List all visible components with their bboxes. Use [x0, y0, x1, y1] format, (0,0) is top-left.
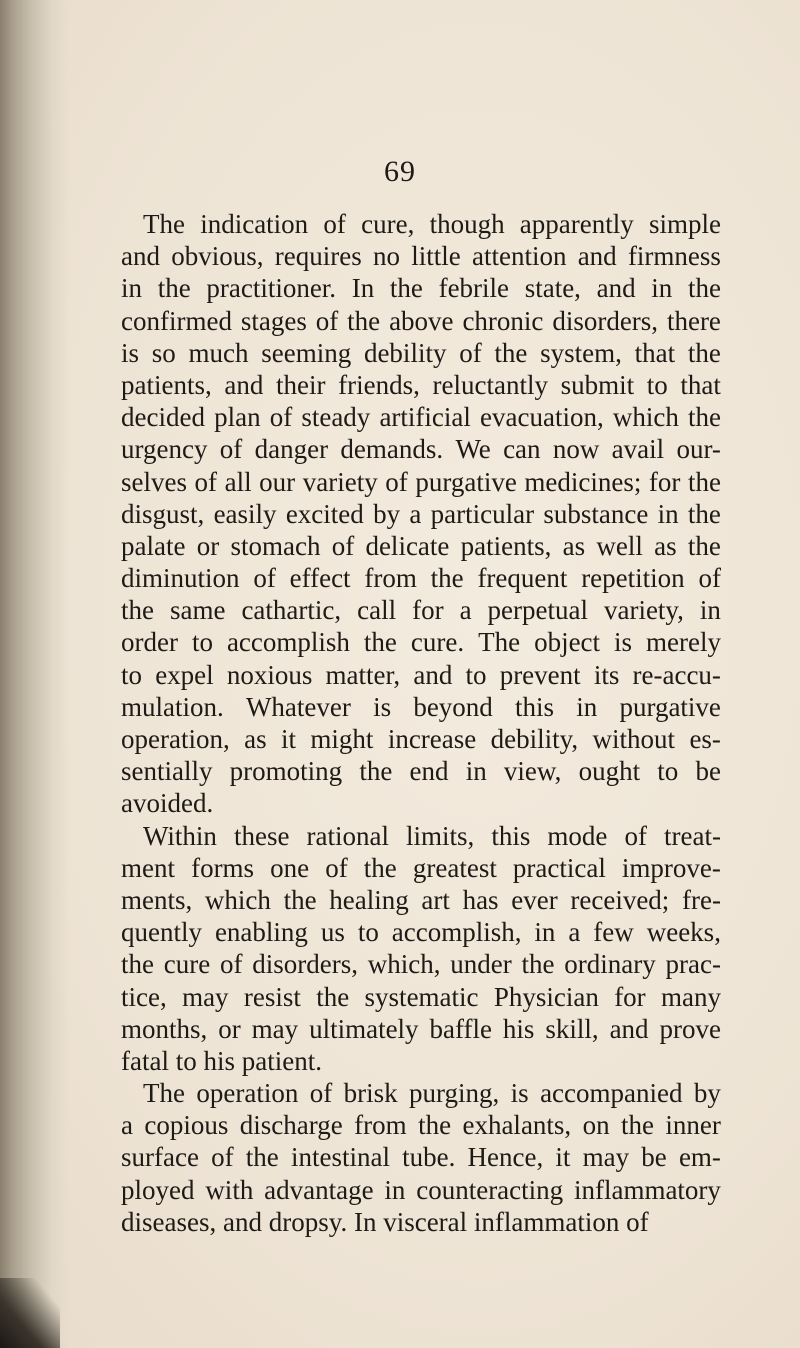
- text-line: to expel noxious matter, and to prevent its re-accu-: [121, 659, 721, 690]
- binding-shadow: [0, 0, 70, 1348]
- text-line: decided plan of steady artificial evacuation, which the: [121, 402, 721, 433]
- text-line: avoided.: [121, 788, 214, 819]
- body-text: [121, 208, 721, 1238]
- paragraph: [121, 1077, 721, 1238]
- text-line: surface of the intestinal tube. Hence, it may be em-: [121, 1142, 721, 1173]
- text-line: ments, which the healing art has ever received; fre-: [121, 884, 721, 915]
- text-line: a copious discharge from the exhalants, on the inner: [121, 1110, 721, 1141]
- text-line: the cure of disorders, which, under the ordinary prac-: [121, 949, 721, 980]
- text-line: sentially promoting the end in view, ought to be: [121, 756, 721, 787]
- text-line: disgust, easily excited by a particular substance in the: [121, 498, 721, 529]
- text-line: selves of all our variety of purgative medicines; for the: [121, 466, 721, 497]
- text-line: diseases, and dropsy. In visceral inflammation of: [121, 1206, 649, 1237]
- text-line: urgency of danger demands. We can now avail our-: [121, 434, 721, 465]
- text-line: is so much seeming debility of the system, that the: [121, 337, 721, 368]
- text-line: the same cathartic, call for a perpetual variety, in: [121, 595, 721, 626]
- text-line: and obvious, requires no little attention and firmness: [121, 241, 721, 272]
- text-line: palate or stomach of delicate patients, as well as the: [121, 530, 721, 561]
- text-line: diminution of effect from the frequent repetition of: [121, 563, 721, 594]
- text-line: Within these rational limits, this mode of treat-: [143, 820, 721, 851]
- text-line: tice, may resist the systematic Physician for many: [121, 981, 721, 1012]
- text-line: confirmed stages of the above chronic disorders, there: [121, 305, 721, 336]
- text-line: months, or may ultimately baffle his skill, and prove: [121, 1013, 721, 1044]
- text-line: ment forms one of the greatest practical improve-: [121, 852, 721, 883]
- text-line: The operation of brisk purging, is accompanied by: [143, 1078, 721, 1109]
- text-line: mulation. Whatever is beyond this in purgative: [121, 691, 721, 722]
- binding-corner-shadow: [0, 1278, 60, 1348]
- paragraph: [121, 208, 721, 820]
- text-line: ployed with advantage in counteracting inflammatory: [121, 1174, 721, 1205]
- text-line: quently enabling us to accomplish, in a few weeks,: [121, 917, 721, 948]
- text-line: in the practitioner. In the febrile state, and in the: [121, 273, 721, 304]
- text-line: The indication of cure, though apparently simple: [143, 209, 721, 239]
- text-line: patients, and their friends, reluctantly submit to that: [121, 369, 721, 400]
- text-line: order to accomplish the cure. The object is merely: [121, 627, 721, 658]
- text-line: operation, as it might increase debility, without es-: [121, 724, 721, 754]
- page-number: 69: [384, 155, 416, 188]
- paragraph: [121, 820, 721, 1078]
- text-line: fatal to his patient.: [121, 1045, 322, 1076]
